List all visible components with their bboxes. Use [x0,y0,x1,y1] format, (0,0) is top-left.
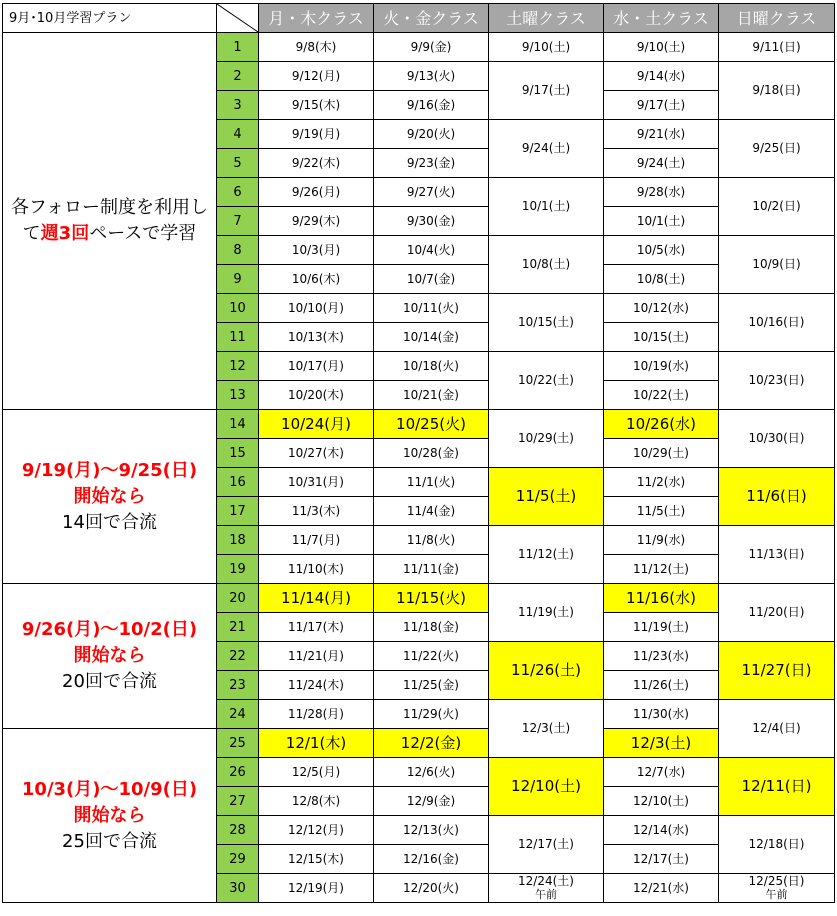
wed-sat-date: 10/8(土) [604,265,719,294]
mon-thu-date: 12/15(木) [259,845,374,874]
wed-sat-date: 9/14(水) [604,62,719,91]
tue-fri-date: 12/16(金) [374,845,489,874]
wed-sat-date: 11/16(水) [604,584,719,613]
session-number: 1 [217,33,259,62]
session-number: 21 [217,613,259,642]
mon-thu-date: 11/24(木) [259,671,374,700]
tue-fri-date: 12/20(火) [374,874,489,903]
session-number: 19 [217,555,259,584]
saturday-date: 10/8(土) [489,236,604,294]
mon-thu-date: 9/29(木) [259,207,374,236]
sunday-date: 10/2(日) [719,178,835,236]
session-number: 14 [217,410,259,439]
mon-thu-date: 10/20(木) [259,381,374,410]
wed-sat-date: 10/5(水) [604,236,719,265]
group3-join-label: 25回で合流 [62,830,157,852]
session-number: 30 [217,874,259,903]
wed-sat-date: 11/26(土) [604,671,719,700]
group2-date-range: 9/26(月)～10/2(日) [21,619,198,640]
header-mon-thu-class: 月・木クラス [259,4,374,33]
mon-thu-date: 10/10(月) [259,294,374,323]
group3-join-note [3,729,217,903]
saturday-date: 9/17(土) [489,62,604,120]
tue-fri-date: 9/9(金) [374,33,489,62]
mon-thu-date: 11/21(月) [259,642,374,671]
wed-sat-date: 12/21(水) [604,874,719,903]
saturday-date: 11/5(土) [489,468,604,526]
session-number: 28 [217,816,259,845]
wed-sat-date: 9/24(土) [604,149,719,178]
mon-thu-date: 9/22(木) [259,149,374,178]
mon-thu-date: 12/12(月) [259,816,374,845]
wed-sat-date: 11/12(土) [604,555,719,584]
tue-fri-date: 10/28(金) [374,439,489,468]
header-tue-fri-class: 火・金クラス [374,4,489,33]
group2-join-label: 20回で合流 [62,671,157,692]
wed-sat-date: 11/19(土) [604,613,719,642]
session-number: 6 [217,178,259,207]
mon-thu-date: 10/6(木) [259,265,374,294]
session-number: 24 [217,700,259,729]
mon-thu-date: 12/1(木) [259,729,374,758]
sunday-date: 9/11(日) [719,33,835,62]
wed-sat-date: 11/23(水) [604,642,719,671]
saturday-date: 10/15(土) [489,294,604,352]
group1-join-label: 14回で合流 [62,511,157,533]
sunday-date-text: 12/25(日) [748,874,805,888]
saturday-date: 10/29(土) [489,410,604,468]
sunday-date: 11/20(日) [719,584,835,642]
session-number: 11 [217,323,259,352]
group1-join-note [3,410,217,584]
mon-thu-date: 10/31(月) [259,468,374,497]
tue-fri-date: 11/25(金) [374,671,489,700]
mon-thu-date: 10/24(月) [259,410,374,439]
tue-fri-date: 10/11(火) [374,294,489,323]
session-number: 4 [217,120,259,149]
tue-fri-date: 11/18(金) [374,613,489,642]
wed-sat-date: 9/10(土) [604,33,719,62]
mon-thu-date: 9/26(月) [259,178,374,207]
session-number: 10 [217,294,259,323]
saturday-date: 10/1(土) [489,178,604,236]
tue-fri-date: 10/21(金) [374,381,489,410]
sunday-date [719,874,835,903]
mon-thu-date: 9/8(木) [259,33,374,62]
sunday-date: 11/27(日) [719,642,835,700]
group3-date-range: 10/3(月)～10/9(日) [21,778,198,800]
mon-thu-date: 12/19(月) [259,874,374,903]
header-sunday-class: 日曜クラス [719,4,835,33]
tue-fri-date: 12/9(金) [374,787,489,816]
wed-sat-date: 12/10(土) [604,787,719,816]
wed-sat-date: 9/17(土) [604,91,719,120]
mon-thu-date: 9/19(月) [259,120,374,149]
header-wed-sat-class: 水・土クラス [604,4,719,33]
pace-line2-prefix: て [22,223,41,244]
mon-thu-date: 9/15(木) [259,91,374,120]
saturday-date: 11/12(土) [489,526,604,584]
saturday-date [489,874,604,903]
sunday-date: 11/6(日) [719,468,835,526]
diagonal-line [217,4,258,32]
session-row [3,729,835,758]
saturday-date: 12/3(土) [489,700,604,758]
saturday-date: 9/10(土) [489,33,604,62]
mon-thu-date: 11/3(木) [259,497,374,526]
tue-fri-date: 10/4(火) [374,236,489,265]
tue-fri-date: 9/13(火) [374,62,489,91]
wed-sat-date: 12/7(水) [604,758,719,787]
wed-sat-date: 12/17(土) [604,845,719,874]
mon-thu-date: 11/17(木) [259,613,374,642]
mon-thu-date: 11/7(月) [259,526,374,555]
morning-note: 午前 [535,888,557,901]
wed-sat-date: 10/12(水) [604,294,719,323]
wed-sat-date: 11/9(水) [604,526,719,555]
wed-sat-date: 12/3(土) [604,729,719,758]
wed-sat-date: 12/14(水) [604,816,719,845]
group2-start-label: 開始なら [73,645,146,666]
tue-fri-date: 10/25(火) [374,410,489,439]
saturday-date: 10/22(土) [489,352,604,410]
saturday-date: 12/10(土) [489,758,604,816]
header-saturday-class: 土曜クラス [489,4,604,33]
sunday-date: 12/11(日) [719,758,835,816]
group1-start-label: 開始なら [73,485,146,507]
tue-fri-date: 11/11(金) [374,555,489,584]
pace-line1: 各フォロー制度を利用し [10,197,209,218]
saturday-date-text: 12/24(土) [518,874,574,888]
session-number: 9 [217,265,259,294]
mon-thu-date: 10/13(木) [259,323,374,352]
session-number: 17 [217,497,259,526]
wed-sat-date: 10/1(土) [604,207,719,236]
tue-fri-date: 9/27(火) [374,178,489,207]
tue-fri-date: 11/29(火) [374,700,489,729]
wed-sat-date: 10/29(土) [604,439,719,468]
tue-fri-date: 10/18(火) [374,352,489,381]
group1-date-range: 9/19(月)～9/25(日) [21,459,198,481]
session-number: 20 [217,584,259,613]
diagonal-corner-cell [217,4,259,33]
saturday-date: 11/19(土) [489,584,604,642]
plan-title: 9月･10月学習プラン [3,4,217,33]
wed-sat-date: 10/19(水) [604,352,719,381]
session-row [3,584,835,613]
session-number: 8 [217,236,259,265]
tue-fri-date: 11/22(火) [374,642,489,671]
tue-fri-date: 10/14(金) [374,323,489,352]
sunday-date: 9/18(日) [719,62,835,120]
session-number: 16 [217,468,259,497]
mon-thu-date: 11/28(月) [259,700,374,729]
session-number: 13 [217,381,259,410]
session-number: 22 [217,642,259,671]
tue-fri-date: 11/8(火) [374,526,489,555]
pace-highlight: 週3回 [40,223,90,244]
sunday-date: 10/16(日) [719,294,835,352]
sunday-date: 12/18(日) [719,816,835,874]
tue-fri-date: 9/20(火) [374,120,489,149]
morning-note: 午前 [765,888,788,901]
weekly-pace-note [3,33,217,410]
session-number: 27 [217,787,259,816]
wed-sat-date: 9/28(水) [604,178,719,207]
session-number: 3 [217,91,259,120]
sunday-date: 10/9(日) [719,236,835,294]
wed-sat-date: 11/30(水) [604,700,719,729]
wed-sat-date: 10/26(水) [604,410,719,439]
session-number: 12 [217,352,259,381]
tue-fri-date: 10/7(金) [374,265,489,294]
wed-sat-date: 10/15(土) [604,323,719,352]
mon-thu-date: 10/3(月) [259,236,374,265]
mon-thu-date: 10/17(月) [259,352,374,381]
mon-thu-date: 12/8(木) [259,787,374,816]
sunday-date: 9/25(日) [719,120,835,178]
session-number: 25 [217,729,259,758]
saturday-date: 9/24(土) [489,120,604,178]
sunday-date: 10/23(日) [719,352,835,410]
mon-thu-date: 11/10(木) [259,555,374,584]
tue-fri-date: 11/15(火) [374,584,489,613]
wed-sat-date: 10/22(土) [604,381,719,410]
tue-fri-date: 9/16(金) [374,91,489,120]
mon-thu-date: 10/27(木) [259,439,374,468]
session-number: 7 [217,207,259,236]
group2-join-note [3,584,217,729]
session-row [3,410,835,439]
session-number: 15 [217,439,259,468]
tue-fri-date: 12/13(火) [374,816,489,845]
session-number: 2 [217,62,259,91]
session-number: 29 [217,845,259,874]
sunday-date: 11/13(日) [719,526,835,584]
saturday-date: 11/26(土) [489,642,604,700]
group3-start-label: 開始なら [73,804,146,826]
mon-thu-date: 9/12(月) [259,62,374,91]
pace-line2-suffix: ペースで学習 [89,223,197,244]
session-number: 23 [217,671,259,700]
tue-fri-date: 11/4(金) [374,497,489,526]
wed-sat-date: 11/5(土) [604,497,719,526]
tue-fri-date: 12/2(金) [374,729,489,758]
sunday-date: 10/30(日) [719,410,835,468]
mon-thu-date: 11/14(月) [259,584,374,613]
mon-thu-date: 12/5(月) [259,758,374,787]
wed-sat-date: 9/21(水) [604,120,719,149]
session-number: 26 [217,758,259,787]
session-number: 18 [217,526,259,555]
wed-sat-date: 11/2(水) [604,468,719,497]
study-plan-table [2,3,835,903]
sunday-date: 12/4(日) [719,700,835,758]
session-row [3,33,835,62]
tue-fri-date: 11/1(火) [374,468,489,497]
tue-fri-date: 12/6(火) [374,758,489,787]
saturday-date: 12/17(土) [489,816,604,874]
tue-fri-date: 9/23(金) [374,149,489,178]
session-number: 5 [217,149,259,178]
tue-fri-date: 9/30(金) [374,207,489,236]
